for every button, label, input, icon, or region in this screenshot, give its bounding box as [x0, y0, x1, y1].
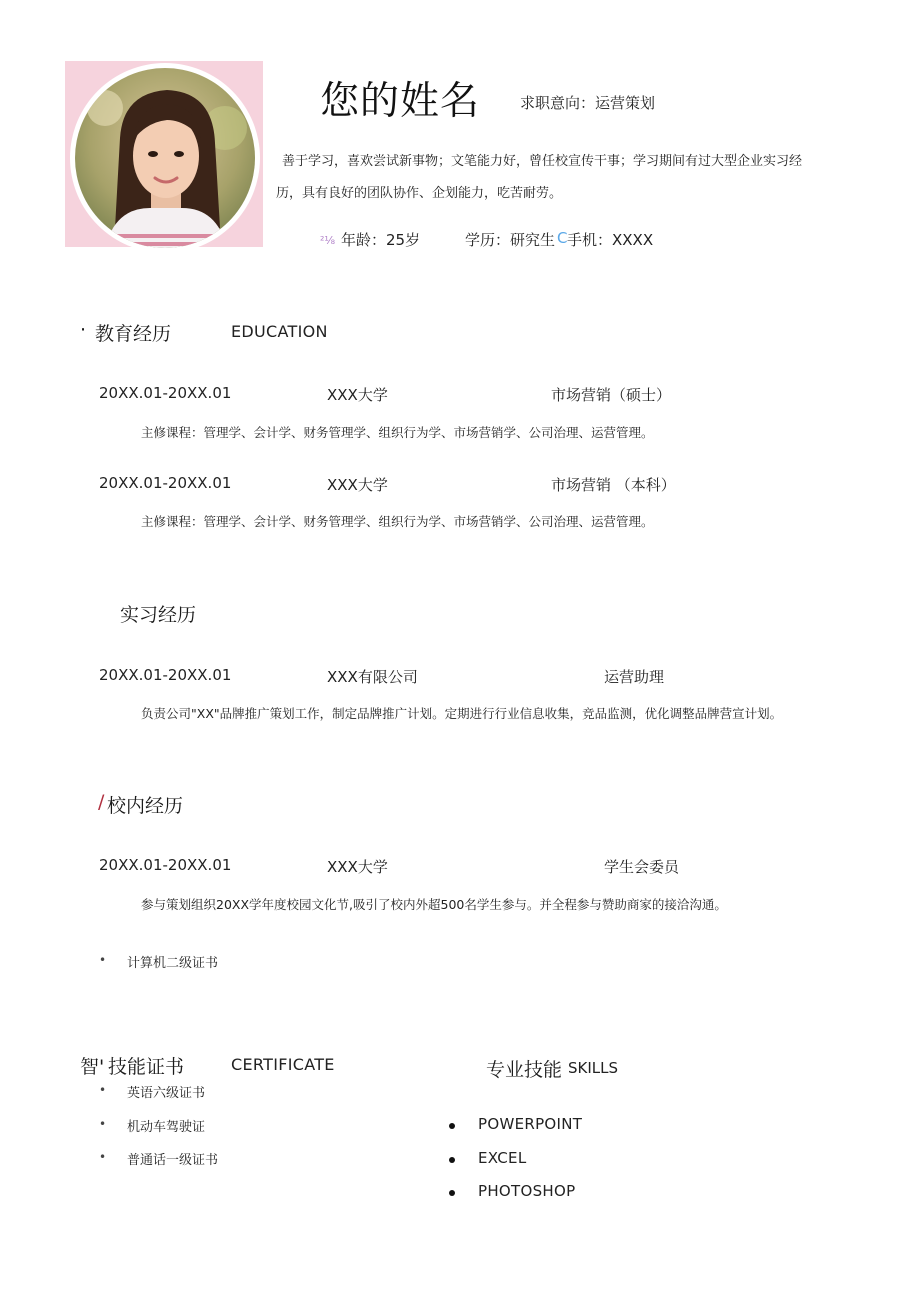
skill-bullet — [449, 1157, 455, 1163]
skill-item: EXCEL — [478, 1149, 527, 1167]
edu-2-school: XXX大学 — [327, 476, 388, 494]
cert-bullet: • — [99, 1117, 107, 1131]
edu-2-courses: 主修课程：管理学、会计学、财务管理学、组织行为学、市场营销学、公司治理、运营管理。 — [141, 514, 654, 529]
phone-info: 手机：XXXX — [567, 231, 654, 249]
campus-marker: / — [98, 791, 105, 813]
edu-1-period: 20XX.01-20XX.01 — [99, 384, 232, 402]
campus-1-org: XXX大学 — [327, 858, 388, 876]
edu-1-major: 市场营销（硕士） — [551, 386, 672, 404]
campus-title: 校内经历 — [107, 795, 184, 817]
education-marker: · — [80, 319, 87, 341]
certificate-marker: 智' — [80, 1056, 105, 1078]
campus-1-role: 学生会委员 — [604, 858, 680, 876]
age-icon: ²⅛ — [320, 234, 336, 247]
cert-bullet: • — [99, 1150, 107, 1164]
edu-1-school: XXX大学 — [327, 386, 388, 404]
certificate-title-en: CERTIFICATE — [231, 1055, 335, 1074]
intern-1-detail: 负责公司"XX"品牌推广策划工作，制定品牌推广计划。定期进行行业信息收集，竞品监测，优化调整品牌营宣计划。 — [141, 706, 783, 721]
edu-2-period: 20XX.01-20XX.01 — [99, 474, 232, 492]
self-summary: 善于学习，喜欢尝试新事物；文笔能力好，曾任校宣传干事；学习期间有过大型企业实习经历，具有良好的团队协作、企划能力，吃苦耐劳。 — [276, 154, 803, 201]
campus-bullet: • — [99, 953, 107, 967]
cert-bullet: • — [99, 1083, 107, 1097]
education-title-en: EDUCATION — [231, 322, 328, 341]
certificate-title: 技能证书 — [108, 1056, 185, 1078]
campus-extra-item: 计算机二级证书 — [127, 956, 219, 971]
candidate-name: 您的姓名 — [320, 79, 481, 124]
skill-item: PHOTOSHOP — [478, 1182, 576, 1200]
cert-item: 英语六级证书 — [127, 1086, 206, 1101]
age-info: 年龄：25岁 — [341, 231, 421, 249]
avatar — [70, 63, 260, 253]
edu-2-major: 市场营销 （本科） — [551, 476, 676, 494]
cert-item: 普通话一级证书 — [127, 1153, 219, 1168]
phone-icon: C — [557, 229, 568, 247]
avatar-photo — [75, 68, 255, 248]
education-info: 学历：研究生 — [465, 231, 556, 249]
intern-1-company: XXX有限公司 — [327, 668, 418, 686]
skills-title-en: SKILLS — [568, 1059, 619, 1077]
skill-bullet — [449, 1190, 455, 1196]
campus-1-period: 20XX.01-20XX.01 — [99, 856, 232, 874]
job-intention: 求职意向：运营策划 — [520, 94, 656, 112]
skills-title: 专业技能 — [486, 1059, 563, 1081]
education-title: 教育经历 — [95, 323, 172, 345]
skill-item: POWERPOINT — [478, 1115, 583, 1133]
skill-bullet — [449, 1123, 455, 1129]
campus-1-detail: 参与策划组织20XX学年度校园文化节,吸引了校内外超500名学生参与。并全程参与赞助商家的接洽沟通。 — [141, 897, 727, 912]
edu-1-courses: 主修课程：管理学、会计学、财务管理学、组织行为学、市场营销学、公司治理、运营管理。 — [141, 425, 654, 440]
intern-1-period: 20XX.01-20XX.01 — [99, 666, 232, 684]
cert-item: 机动车驾驶证 — [127, 1120, 206, 1135]
intern-1-role: 运营助理 — [604, 668, 665, 686]
internship-title: 实习经历 — [120, 604, 197, 626]
